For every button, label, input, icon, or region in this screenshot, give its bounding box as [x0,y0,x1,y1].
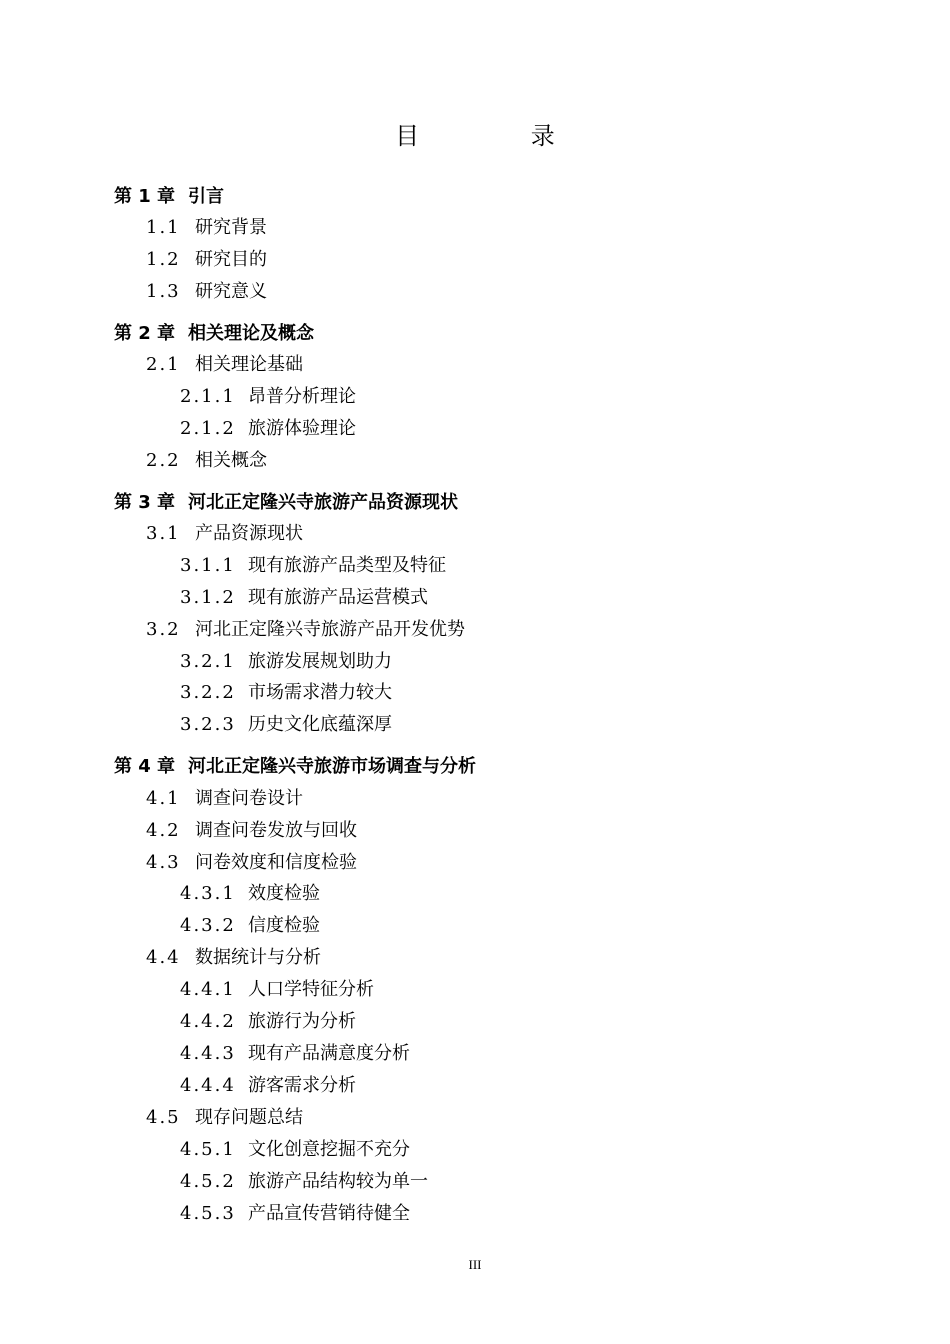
toc-entry-number: 第 2 章 [114,323,176,344]
toc-entry-title: 现有产品满意度分析 [248,1043,410,1064]
toc-entry-title: 人口学特征分析 [248,979,374,1000]
toc-entry-number: 3.1.2 [180,587,236,608]
toc-entry-number: 4.4 [146,947,181,968]
toc-entry [180,586,428,610]
toc-entry-title: 问卷效度和信度检验 [195,852,357,873]
toc-entry-number: 1.3 [146,281,181,302]
toc-entry [146,819,357,843]
toc-entry [146,522,303,546]
toc-entry-number: 3.2.2 [180,682,236,703]
toc-entry-title: 旅游行为分析 [248,1011,356,1032]
toc-entry [180,417,356,441]
toc-chapter [114,322,314,346]
toc-entry [180,1170,428,1194]
toc-entry-number: 4.4.3 [180,1043,236,1064]
toc-entry-title: 现有旅游产品类型及特征 [248,555,446,576]
toc-entry [180,650,392,674]
toc-entry-title: 信度检验 [248,915,320,936]
toc-entry [146,449,267,473]
toc-entry-title: 研究目的 [195,249,267,270]
toc-entry-title: 产品宣传营销待健全 [248,1203,410,1224]
toc-entry-number: 2.1.1 [180,386,236,407]
toc-entry-title: 研究意义 [195,281,267,302]
toc-entry [146,248,267,272]
toc-entry [180,1042,410,1066]
toc-entry-title: 河北正定隆兴寺旅游市场调查与分析 [188,756,476,777]
toc-entry-title: 调查问卷设计 [195,788,303,809]
page-title: 目 录 [395,122,607,150]
toc-entry-number: 4.3 [146,852,181,873]
toc-entry-title: 旅游体验理论 [248,418,356,439]
toc-entry-title: 现有旅游产品运营模式 [248,587,428,608]
toc-entry-number: 4.5.3 [180,1203,236,1224]
toc-entry-number: 2.2 [146,450,181,471]
toc-entry-number: 4.3.1 [180,883,236,904]
toc-chapter [114,755,476,779]
toc-entry-number: 3.2.3 [180,714,236,735]
toc-entry-title: 昂普分析理论 [248,386,356,407]
toc-entry-title: 数据统计与分析 [195,947,321,968]
toc-entry-number: 4.2 [146,820,181,841]
toc-entry-title: 文化创意挖掘不充分 [248,1139,410,1160]
toc-entry-title: 历史文化底蕴深厚 [248,714,392,735]
toc-entry [146,618,465,642]
toc-entry-number: 3.1.1 [180,555,236,576]
toc-entry [180,882,320,906]
toc-entry [146,787,303,811]
toc-entry [146,216,267,240]
toc-entry [180,681,392,705]
toc-entry-title: 引言 [188,186,224,207]
toc-entry [146,280,267,304]
toc-entry-title: 研究背景 [195,217,267,238]
toc-entry [180,1074,356,1098]
toc-entry-number: 3.2 [146,619,181,640]
toc-chapter [114,491,458,515]
toc-entry-number: 4.5 [146,1107,181,1128]
toc-entry-number: 4.4.4 [180,1075,236,1096]
toc-entry-number: 4.1 [146,788,181,809]
toc-entry [180,978,374,1002]
page-number: III [468,1257,482,1272]
toc-entry [146,851,357,875]
toc-entry-title: 市场需求潜力较大 [248,682,392,703]
toc-entry-number: 第 3 章 [114,492,176,513]
toc-entry-title: 产品资源现状 [195,523,303,544]
toc-entry [146,946,321,970]
toc-entry [146,353,303,377]
toc-entry-title: 相关理论基础 [195,354,303,375]
toc-entry-number: 4.3.2 [180,915,236,936]
toc-entry [180,713,392,737]
toc-entry [180,1202,410,1226]
toc-entry-number: 3.2.1 [180,651,236,672]
toc-entry-title: 旅游产品结构较为单一 [248,1171,428,1192]
toc-entry [180,1010,356,1034]
toc-entry-number: 第 4 章 [114,756,176,777]
toc-entry-number: 1.1 [146,217,181,238]
toc-entry [180,385,356,409]
toc-entry-number: 2.1 [146,354,181,375]
toc-entry-number: 4.4.1 [180,979,236,1000]
toc-entry [146,1106,303,1130]
toc-entry-number: 2.1.2 [180,418,236,439]
toc-entry-number: 3.1 [146,523,181,544]
toc-entry-title: 调查问卷发放与回收 [195,820,357,841]
toc-entry-title: 河北正定隆兴寺旅游产品开发优势 [195,619,465,640]
toc-chapter [114,185,224,209]
toc-entry-title: 现存问题总结 [195,1107,303,1128]
toc-entry-number: 4.5.1 [180,1139,236,1160]
toc-entry-title: 游客需求分析 [248,1075,356,1096]
toc-entry-title: 相关概念 [195,450,267,471]
toc-entry [180,914,320,938]
toc-entry [180,554,446,578]
toc-entry-number: 1.2 [146,249,181,270]
toc-entry-title: 效度检验 [248,883,320,904]
toc-entry-title: 河北正定隆兴寺旅游产品资源现状 [188,492,458,513]
toc-entry-number: 4.4.2 [180,1011,236,1032]
toc-entry [180,1138,410,1162]
toc-entry-title: 旅游发展规划助力 [248,651,392,672]
toc-entry-number: 第 1 章 [114,186,176,207]
toc-entry-number: 4.5.2 [180,1171,236,1192]
toc-entry-title: 相关理论及概念 [188,323,314,344]
